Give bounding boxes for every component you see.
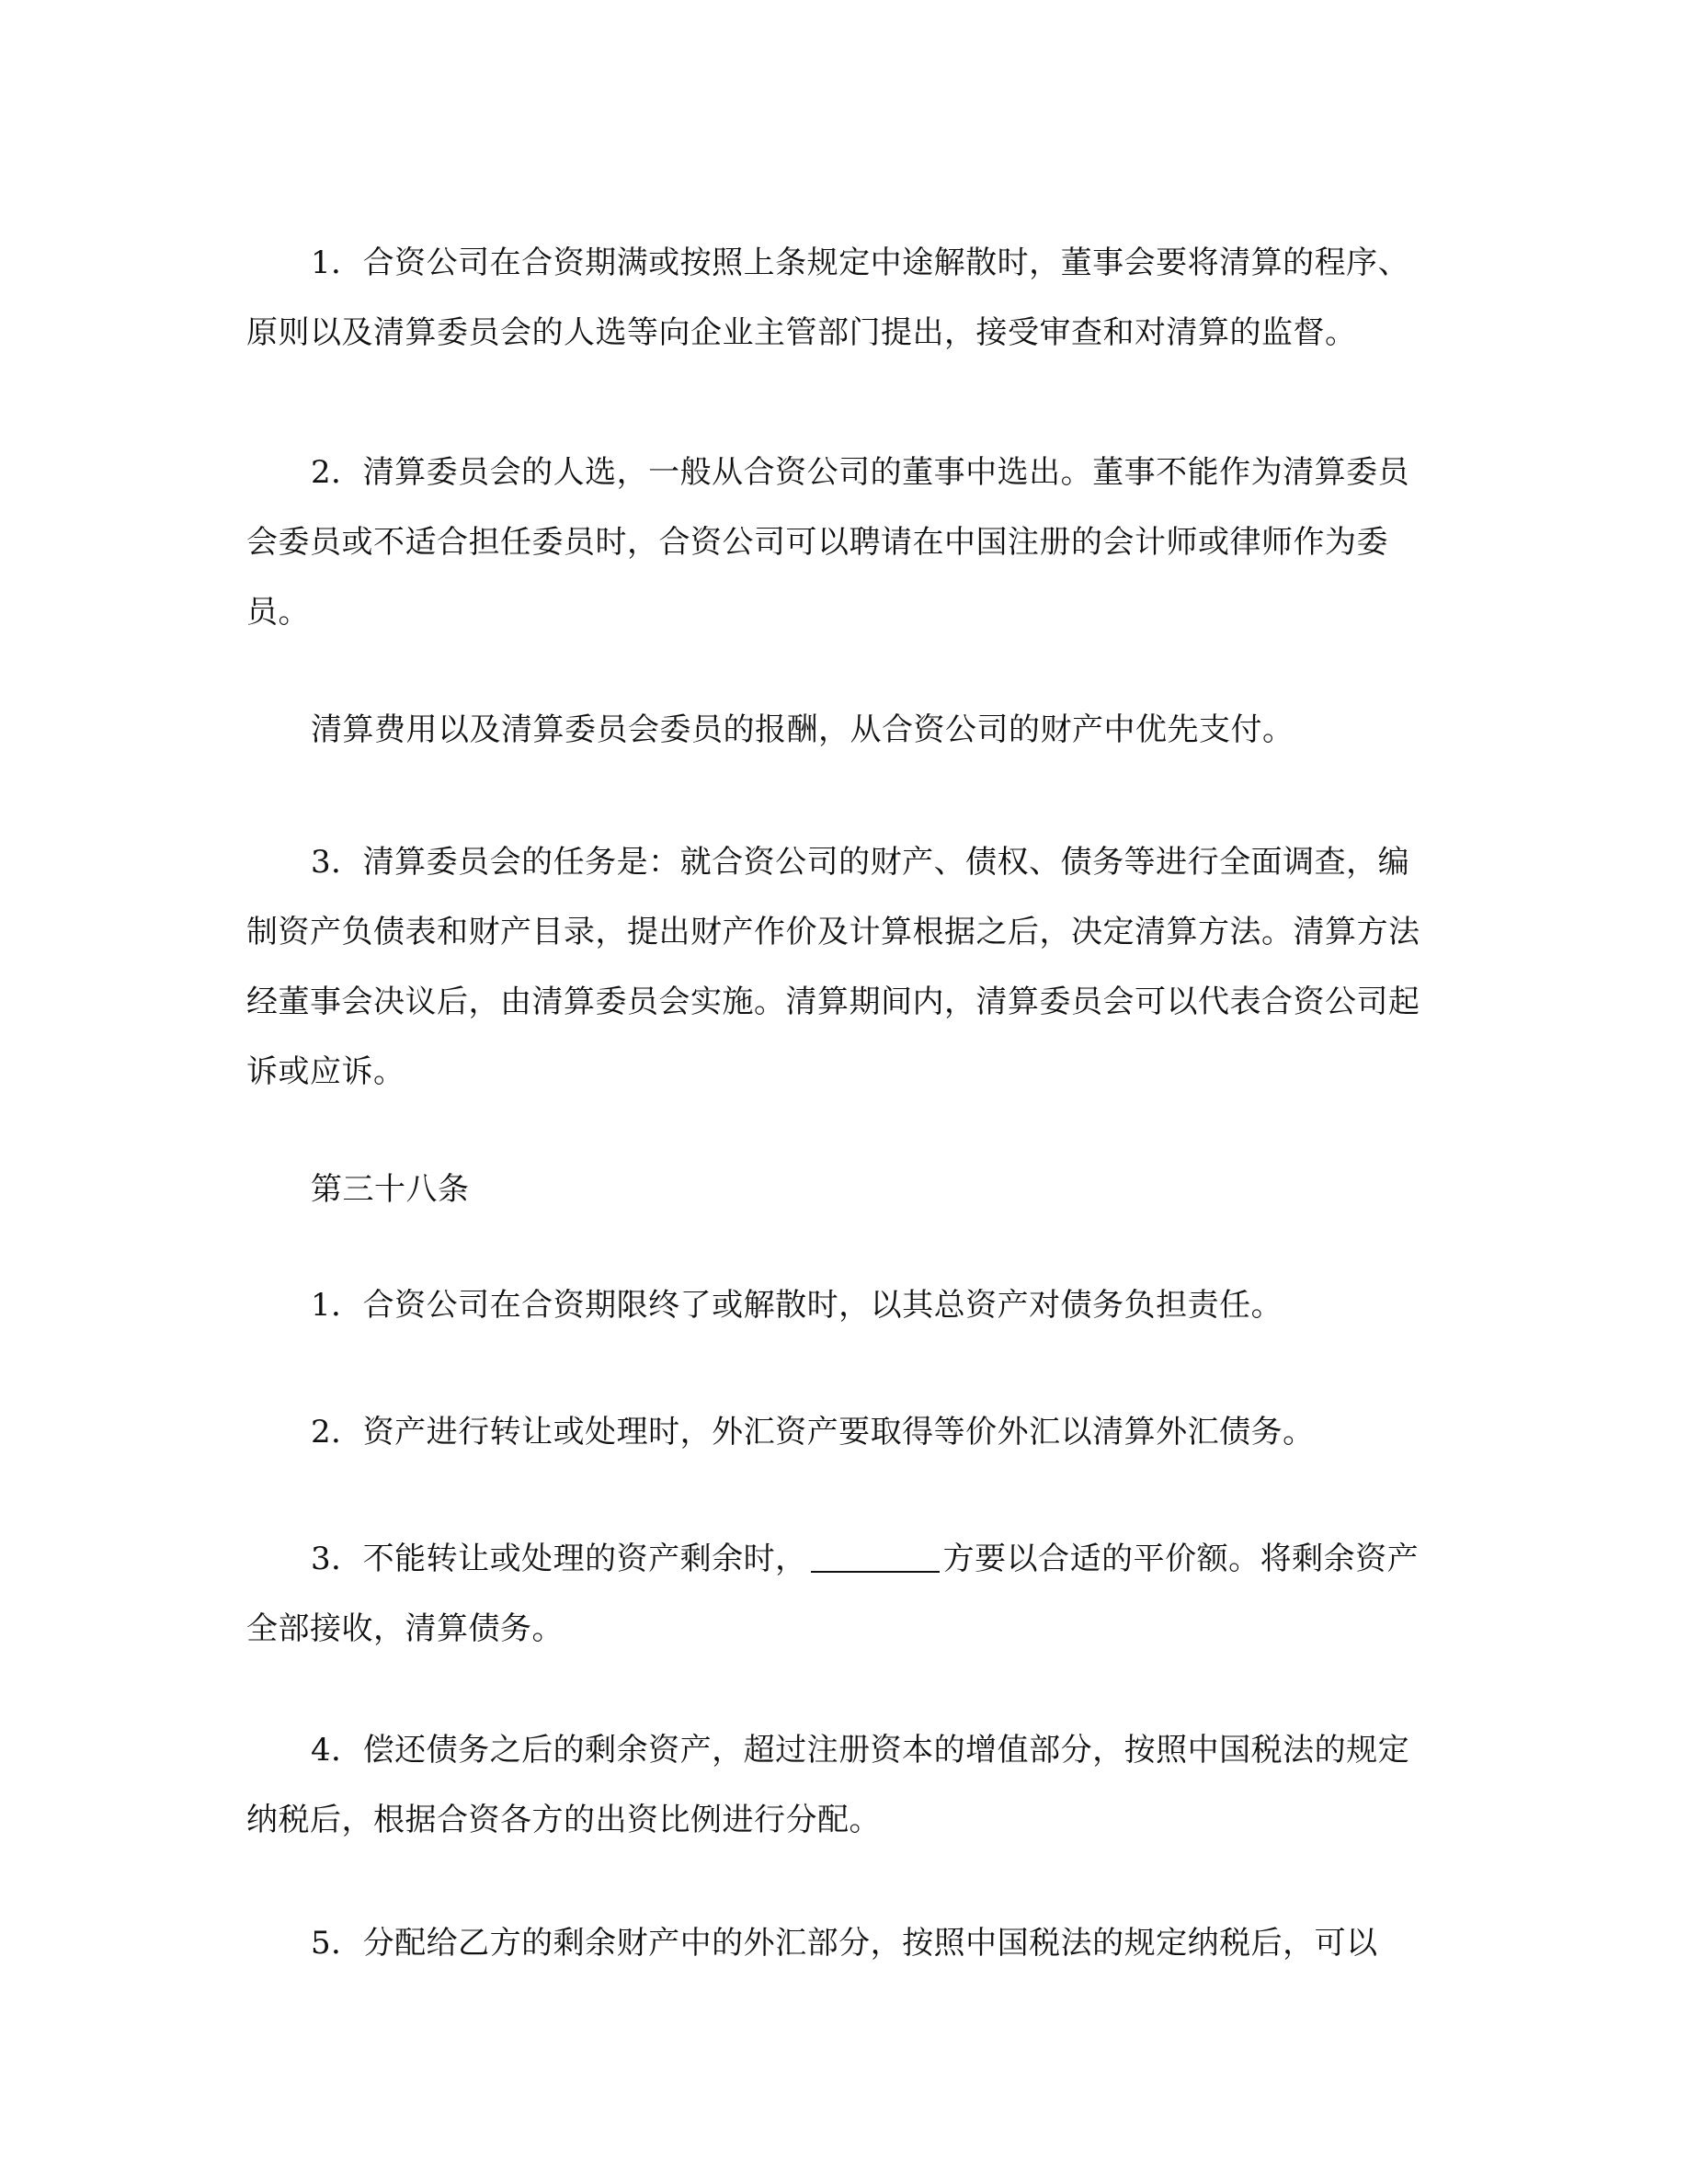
- clause-3-text-before-blank: 3．不能转让或处理的资产剩余时，: [311, 1541, 807, 1577]
- article38-clause-3: [246, 1524, 1432, 1664]
- article38-clause-4: 4．偿还债务之后的剩余资产，超过注册资本的增值部分，按照中国税法的规定纳税后，根据合资各方的出资比例进行分配。: [246, 1732, 1410, 1838]
- clause-1-paragraph: 1．合资公司在合资期满或按照上条规定中途解散时，董事会要将清算的程序、原则以及清算委员会的人选等向企业主管部门提出，接受审查和对清算的监督。: [246, 245, 1410, 351]
- clause-3-paragraph: 3．清算委员会的任务是：就合资公司的财产、债权、债务等进行全面调查，编制资产负债表和财产目录，提出财产作价及计算根据之后，决定清算方法。清算方法经董事会决议后，由清算委员会实施。清算期间内，清算委员会可以代表合资公司起诉或应诉。: [246, 844, 1420, 1090]
- fill-in-blank: [811, 1545, 940, 1573]
- article38-clause-1: 1．合资公司在合资期限终了或解散时，以其总资产对债务负担责任。: [311, 1287, 1283, 1324]
- clause-3-text-after-blank: 方要以合适的平价额。将剩余资产全部接收，清算债务。: [246, 1541, 1420, 1647]
- article-heading: 第三十八条: [311, 1171, 470, 1208]
- clause-2-paragraph: 2．清算委员会的人选，一般从合资公司的董事中选出。董事不能作为清算委员会委员或不适合担任委员时，合资公司可以聘请在中国注册的会计师或律师作为委员。: [246, 454, 1410, 631]
- article38-clause-5: 5．分配给乙方的剩余财产中的外汇部分，按照中国税法的规定纳税后，可以: [311, 1925, 1378, 1962]
- article38-clause-2: 2．资产进行转让或处理时，外汇资产要取得等价外汇以清算外汇债务。: [311, 1414, 1315, 1450]
- liquidation-fees-paragraph: 清算费用以及清算委员会委员的报酬，从合资公司的财产中优先支付。: [311, 711, 1295, 748]
